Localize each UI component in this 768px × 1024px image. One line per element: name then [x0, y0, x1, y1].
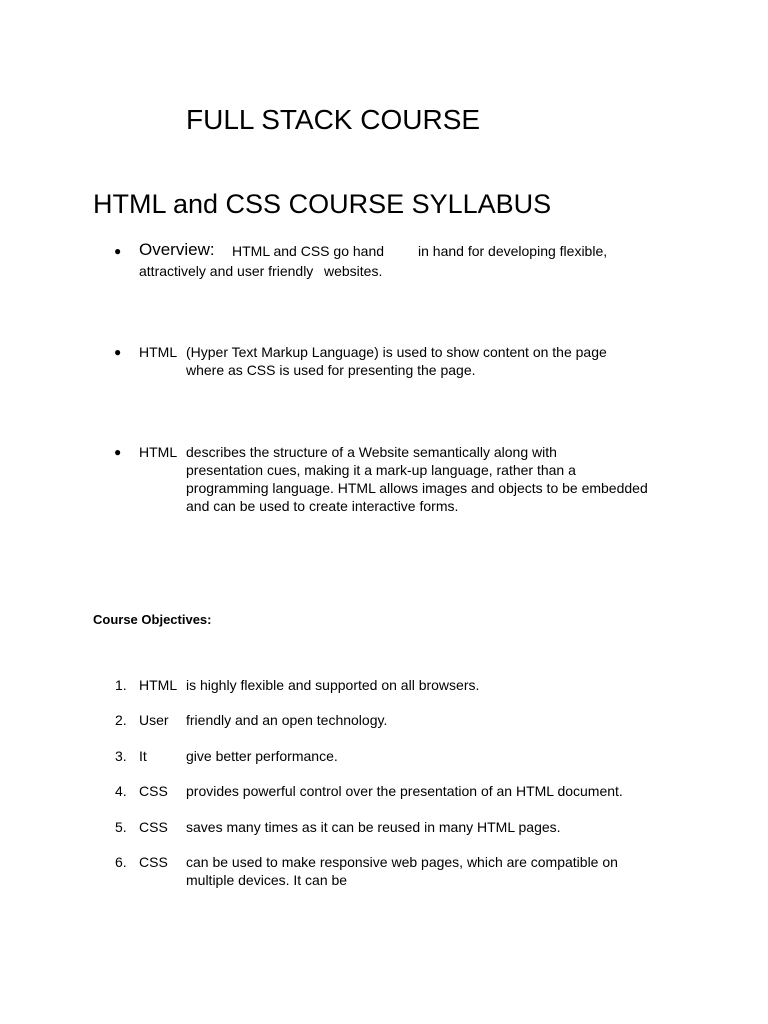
objective-number: 1. — [115, 677, 127, 693]
objective-term: CSS — [139, 854, 168, 870]
objective-text: saves many times as it can be reused in many HTML pages. — [186, 819, 561, 835]
objective-text: multiple devices. It can be — [186, 872, 348, 888]
bullet-text: HTML and CSS go hand — [232, 243, 385, 259]
objective-text: is highly flexible and supported on all browsers. — [186, 677, 480, 693]
objective-number: 6. — [115, 854, 127, 870]
bullet-text: in hand for developing flexible, — [418, 243, 608, 259]
bullet-label: HTML — [139, 344, 178, 360]
bullet-text: attractively and user friendly — [139, 263, 314, 279]
objective-term: User — [139, 712, 169, 728]
objective-term: CSS — [139, 819, 168, 835]
bullet-text: presentation cues, making it a mark-up language, rather than a — [186, 462, 576, 478]
bullet-dot: ● — [114, 244, 122, 258]
objective-text: provides powerful control over the presentation of an HTML document. — [186, 783, 623, 799]
objective-number: 3. — [115, 748, 127, 764]
syllabus-heading: HTML and CSS COURSE SYLLABUS — [93, 189, 552, 219]
bullet-dot: ● — [114, 345, 122, 359]
bullet-text: (Hyper Text Markup Language) is used to show content on the page — [186, 344, 607, 360]
bullet-label: HTML — [139, 444, 178, 460]
bullet-text: describes the structure of a Website semantically along with — [186, 444, 557, 460]
bullet-text: programming language. HTML allows images and objects to be embedded — [186, 480, 648, 496]
objective-text: give better performance. — [186, 748, 338, 764]
bullet-label: Overview: — [139, 240, 215, 259]
objective-number: 4. — [115, 783, 127, 799]
bullet-dot: ● — [114, 445, 122, 459]
bullet-text: where as CSS is used for presenting the page. — [186, 362, 476, 378]
bullet-text: and can be used to create interactive forms. — [186, 498, 459, 514]
objective-term: CSS — [139, 783, 168, 799]
objectives-heading: Course Objectives: — [93, 612, 212, 627]
objective-number: 2. — [115, 712, 127, 728]
objective-text: can be used to make responsive web pages, which are compatible on — [186, 854, 618, 870]
document-title: FULL STACK COURSE — [186, 104, 481, 135]
objective-text: friendly and an open technology. — [186, 712, 388, 728]
objective-term: It — [139, 748, 147, 764]
bullet-text: websites. — [324, 263, 383, 279]
objective-number: 5. — [115, 819, 127, 835]
objective-term: HTML — [139, 677, 178, 693]
